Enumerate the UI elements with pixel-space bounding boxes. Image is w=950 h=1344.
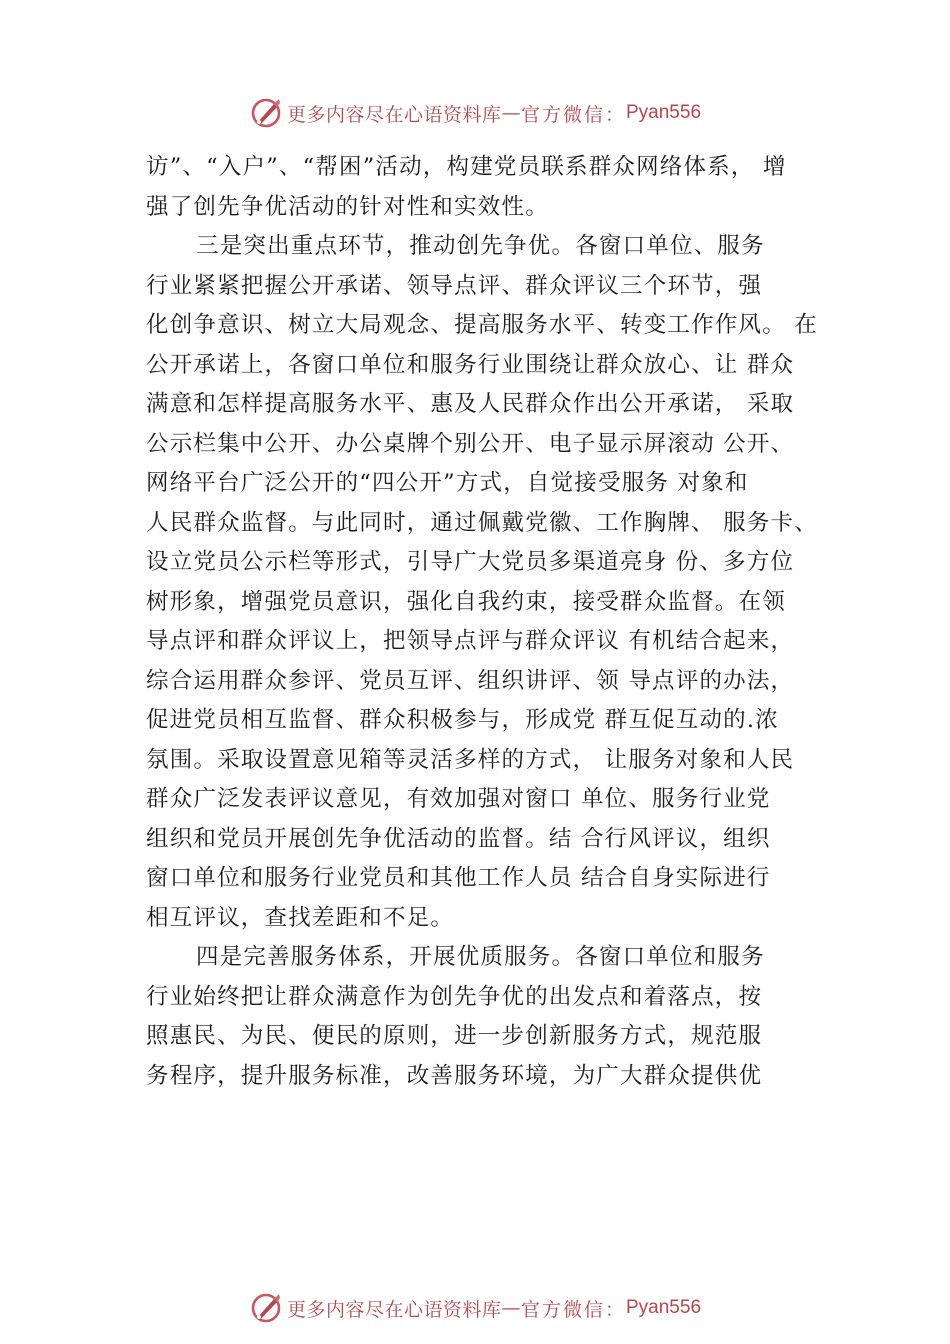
paragraph-start-line: 三是突出重点环节，推动创先争优。各窗口单位、服务 (196, 233, 765, 259)
text-line: 公示栏集中公开、办公桌牌个别公开、电子显示屏滚动 公开、 (146, 430, 795, 457)
banner-wechat-id: Pyan556 (626, 102, 702, 123)
text-line: 人民群众监督。与此同时，通过佩戴党徽、工作胸牌、 服务卡、 (146, 509, 818, 536)
text-line: 促进党员相互监督、群众积极参与，形成党 群互促互动的.浓 (146, 707, 779, 733)
banner-wechat-label: 官方微信： (520, 1298, 626, 1321)
banner-wechat-label: 官方微信： (520, 103, 626, 126)
text-line: 设立党员公示栏等形式，引导广大党员多渠道亮身 份、多方位 (146, 549, 795, 575)
pen-nib-circle-icon (249, 1291, 283, 1325)
text-line: 行业紧紧把握公开承诺、领导点评、群众评议三个环节，强 (146, 272, 763, 299)
banner-dash: — (501, 102, 521, 124)
text-line: 氛围。采取设置意见箱等灵活多样的方式， 让服务对象和人民 (146, 746, 795, 773)
text-line: 照惠民、为民、便民的原则，进一步创新服务方式，规范服 (146, 1023, 763, 1049)
footer-banner (0, 1288, 950, 1328)
text-line: 行业始终把让群众满意作为创先争优的出发点和着落点，按 (146, 983, 763, 1010)
banner-wechat-id: Pyan556 (626, 1297, 702, 1318)
banner-dash: — (501, 1297, 521, 1319)
header-banner (0, 93, 950, 133)
text-line: 群众广泛发表评议意见，有效加强对窗口 单位、服务行业党 (146, 786, 771, 812)
text-line: 组织和党员开展创先争优活动的监督。结 合行风评议，组织 (146, 825, 771, 852)
text-line: 相互评议，查找差距和不足。 (146, 904, 455, 931)
text-line: 网络平台广泛公开的“四公开”方式，自觉接受服务 对象和 (146, 470, 749, 496)
paragraph-start-line: 四是完善服务体系，开展优质服务。各窗口单位和服务 (196, 944, 765, 970)
banner-main-text: 更多内容尽在心语资料库 (286, 103, 502, 126)
text-line: 化创争意识、树立大局观念、提高服务水平、转变工作作风。 在 (146, 312, 818, 338)
banner-main-text: 更多内容尽在心语资料库 (286, 1298, 502, 1321)
text-line: 务程序，提升服务标准，改善服务环境，为广大群众提供优 (146, 1062, 763, 1089)
text-line: 树形象，增强党员意识，强化自我约束，接受群众监督。在领 (146, 588, 786, 615)
text-line: 窗口单位和服务行业党员和其他工作人员 结合自身实际进行 (146, 865, 771, 891)
text-line: 公开承诺上，各窗口单位和服务行业围绕让群众放心、让 群众 (146, 351, 795, 378)
text-line: 导点评和群众评议上，把领导点评与群众评议 有机结合起来， (146, 628, 795, 654)
text-line: 综合运用群众参评、党员互评、组织讲评、领 导点评的办法， (146, 667, 795, 694)
document-body (146, 148, 836, 1096)
text-line: 访”、“入户”、“帮困”活动，构建党员联系群众网络体系， 增 (146, 154, 787, 180)
text-line: 满意和怎样提高服务水平、惠及人民群众作出公开承诺， 采取 (146, 391, 795, 417)
text-line: 强了创先争优活动的针对性和实效性。 (146, 193, 549, 220)
pen-nib-circle-icon (249, 96, 283, 130)
